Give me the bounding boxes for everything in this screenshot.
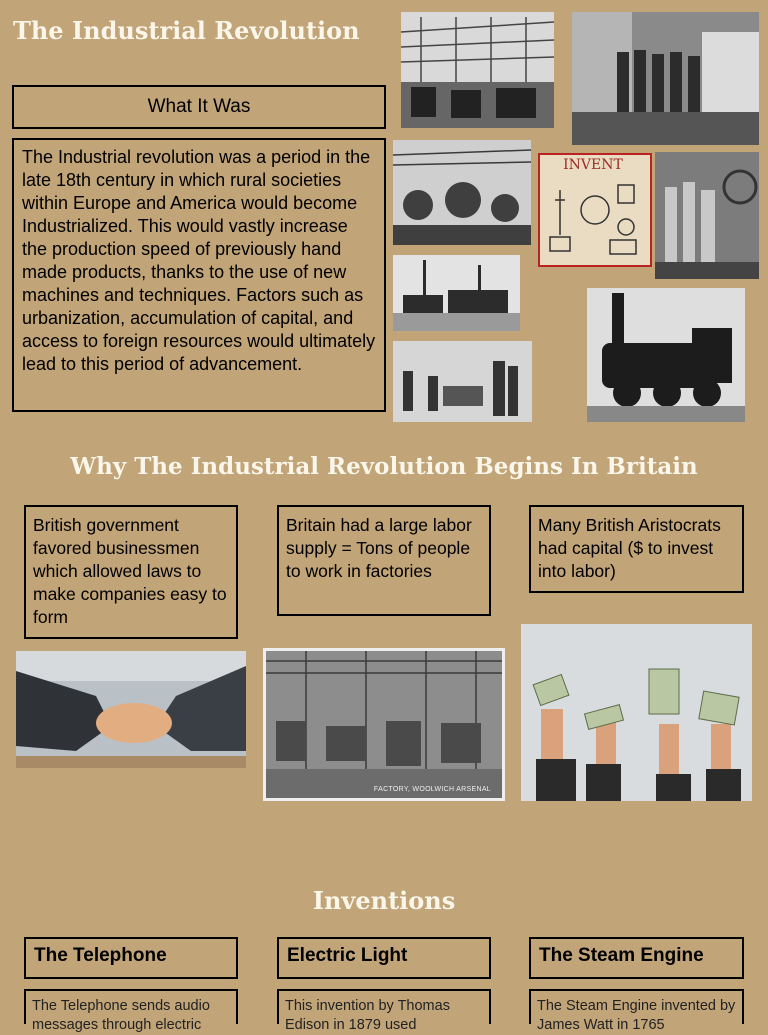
factory-interior-photo bbox=[401, 12, 554, 128]
invention-desc-light bbox=[277, 989, 491, 1033]
what-it-was-heading bbox=[12, 85, 386, 129]
invention-name-steam: The Steam Engine bbox=[539, 945, 704, 966]
invention-desc-text-telephone: The Telephone sends audio messages through electric bbox=[32, 998, 210, 1033]
invention-name-box-steam bbox=[529, 937, 744, 979]
reason-box-capital bbox=[529, 505, 744, 593]
reason-box-labor bbox=[277, 505, 491, 616]
women-weavers-photo bbox=[655, 152, 759, 279]
reason-text-labor: Britain had a large labor supply = Tons of people to work in factories bbox=[286, 515, 472, 581]
invention-desc-text-steam: The Steam Engine invented by James Watt in 1765 bbox=[537, 998, 736, 1033]
reason-text-government: British government favored businessmen which allowed laws to make companies easy to form bbox=[33, 515, 227, 627]
factory-photo-caption: FACTORY, WOOLWICH ARSENAL bbox=[373, 786, 491, 793]
child-workers-photo bbox=[572, 12, 759, 145]
arsenal-factory-photo bbox=[263, 648, 505, 801]
mill-workers-engraving bbox=[393, 341, 532, 422]
handshake-photo bbox=[16, 651, 246, 768]
money-hands-photo bbox=[521, 624, 752, 801]
invention-desc-text-light: This invention by Thomas Edison in 1879 used bbox=[285, 998, 450, 1033]
page-title: The Industrial Revolution bbox=[13, 16, 360, 45]
invent-poster-label: INVENT bbox=[563, 157, 623, 173]
locomotive-photo bbox=[587, 288, 745, 422]
factory-town-engraving bbox=[393, 255, 520, 331]
invention-name-box-telephone bbox=[24, 937, 238, 979]
invention-name-box-light bbox=[277, 937, 491, 979]
what-it-was-text bbox=[12, 138, 386, 412]
invention-name-telephone: The Telephone bbox=[34, 945, 167, 966]
reason-box-government bbox=[24, 505, 238, 639]
inventions-heading: Inventions bbox=[312, 886, 456, 915]
invent-poster bbox=[538, 153, 652, 267]
invention-name-light: Electric Light bbox=[287, 945, 408, 966]
what-it-was-heading-text: What It Was bbox=[147, 96, 251, 117]
invention-desc-telephone bbox=[24, 989, 238, 1033]
why-britain-heading: Why The Industrial Revolution Begins In Britain bbox=[70, 453, 698, 480]
invention-desc-steam bbox=[529, 989, 744, 1033]
reason-text-capital: Many British Aristocrats had capital ($ to invest into labor) bbox=[538, 515, 721, 581]
machine-hall-photo bbox=[393, 140, 531, 245]
what-it-was-paragraph: The Industrial revolution was a period in the late 18th century in which rural societies within Europe and America would become Industrialized. This would vastly increase the production speed of previously hand made products, thanks to the use of new machines and techniques. Factors such as urbanization, accumulation of capital, and access to foreign resources would ultimately lead to this period of advancement. bbox=[22, 147, 376, 374]
